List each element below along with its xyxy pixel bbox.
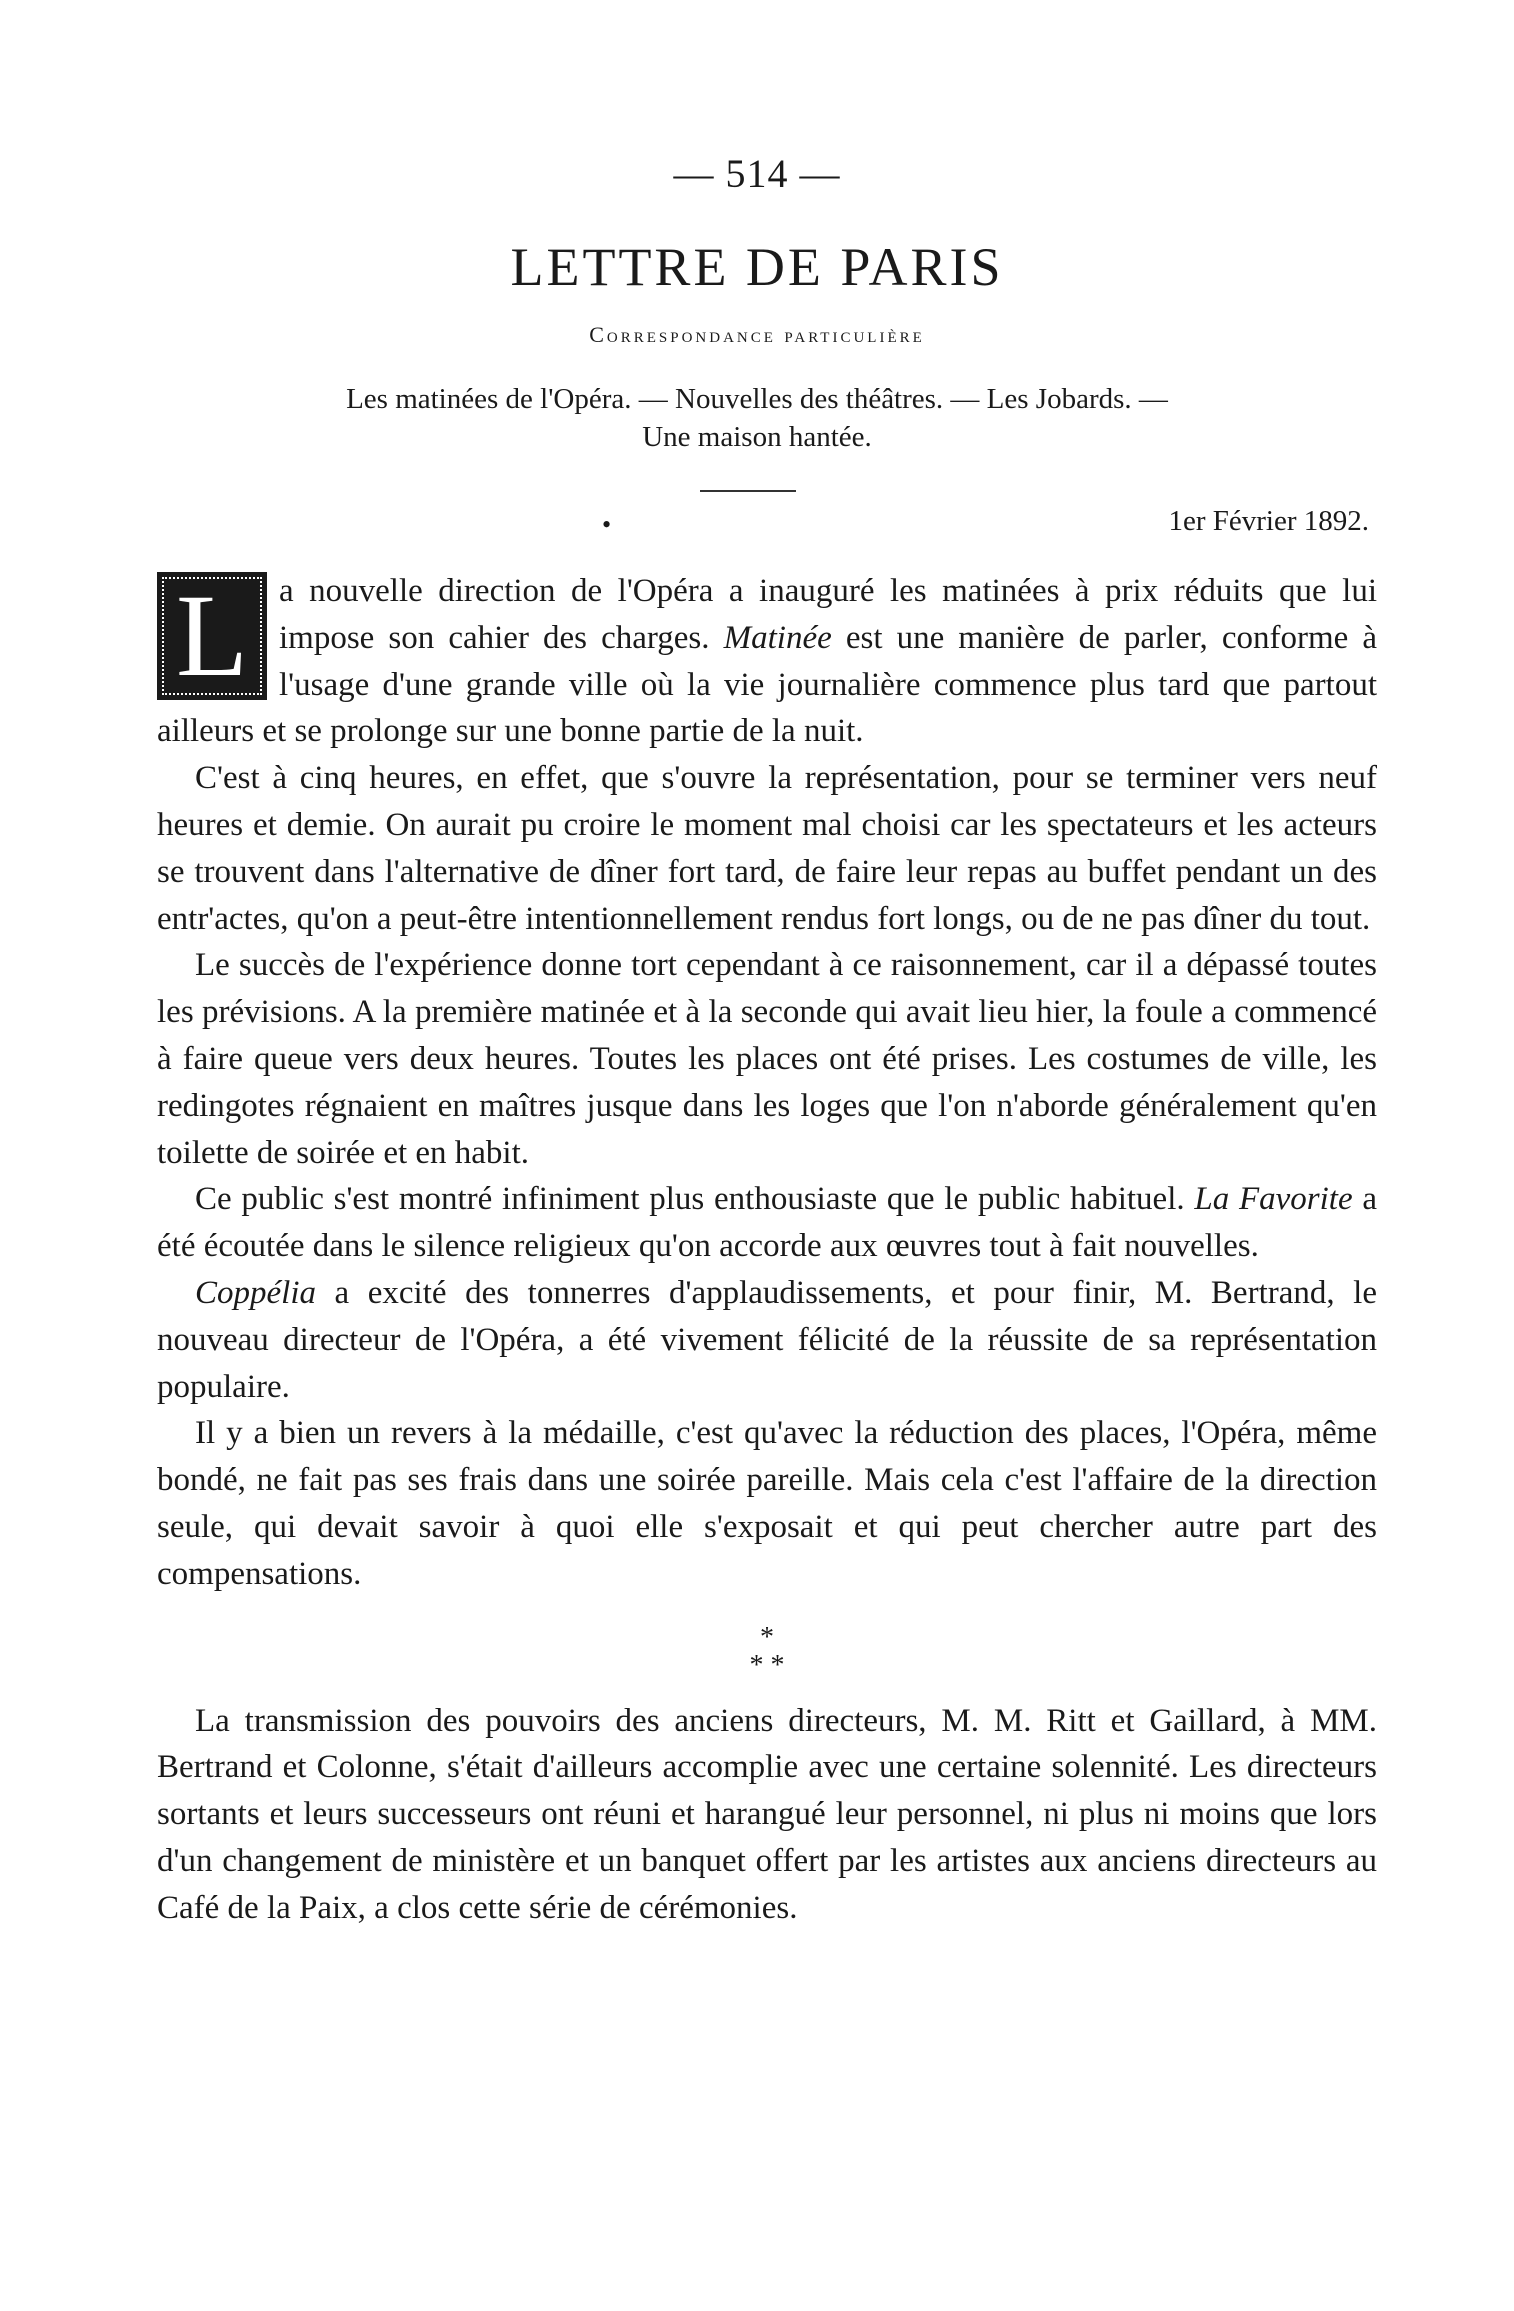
paragraph-6: Il y a bien un revers à la médaille, c'est qu'avec la réduction des places, l'Opéra, même bondé, ne fait pas ses frais dans une soirée pareille. Mais cela c'est l'affaire de la direction seule, qui devait savoir à quoi elle s'exposait et qui peut chercher autre part des compensations. bbox=[157, 1415, 1377, 1592]
article-summary bbox=[0, 380, 1514, 456]
page-number: — 514 — bbox=[673, 151, 841, 196]
emphasis-la-favorite: La Favorite bbox=[1194, 1181, 1353, 1218]
paragraph-2: C'est à cinq heures, en effet, que s'ouvre la représentation, pour se terminer vers neuf heures et demie. On aurait pu croire le moment mal choisi car les spectateurs et les acteurs se trouvent dans l'alternative de dîner fort tard, de faire leur repas au buffet pendant un des entr'actes, qu'on a peut-être intentionnellement rendus fort longs, ou de ne pas dîner du tout. bbox=[157, 760, 1377, 937]
paragraph-1 bbox=[157, 568, 1377, 755]
page-title: LETTRE DE PARIS bbox=[510, 237, 1004, 297]
paragraph-4 bbox=[157, 1176, 1377, 1270]
separator-top: * bbox=[760, 1621, 774, 1653]
emphasis-matinee: Matinée bbox=[723, 619, 832, 656]
page-subtitle: Correspondance particulière bbox=[589, 322, 925, 347]
letter-date: 1er Février 1892. bbox=[1168, 505, 1369, 537]
emphasis-coppelia: Coppélia bbox=[195, 1274, 316, 1311]
paragraph-5 bbox=[157, 1270, 1377, 1410]
summary-line-1: Les matinées de l'Opéra. — Nouvelles des théâtres. — Les Jobards. — bbox=[346, 383, 1168, 415]
title-divider bbox=[700, 490, 796, 492]
paragraph-1-lead: a nouvelle direction de l'Opéra a inauguré les matinées à prix réduits que lui impose son cahier des charges. bbox=[279, 573, 1377, 656]
paragraph-1-rest: est une manière de parler, conforme à l'usage d'une grande ville où la vie journalière commence plus tard que partout ailleurs et se prolonge sur une bonne partie de la nuit. bbox=[157, 619, 1378, 750]
paragraph-5-after: a excité des tonnerres d'applaudissements, et pour finir, M. Bertrand, le nouveau directeur de l'Opéra, a été vivement félicité de la réussite de sa représentation populaire. bbox=[157, 1274, 1377, 1405]
section-separator bbox=[157, 1621, 1377, 1681]
paragraph-3: Le succès de l'expérience donne tort cependant à ce raisonnement, car il a dépassé toutes les prévisions. A la première matinée et à la seconde qui avait lieu hier, la foule a commencé à faire queue vers deux heures. Toutes les places ont été prises. Les costumes de ville, les redingotes régnaient en maîtres jusque dans les loges que l'on n'aborde généralement qu'en toilette de soirée et en habit. bbox=[157, 947, 1377, 1171]
separator-bottom: * * bbox=[749, 1649, 785, 1681]
article-body bbox=[157, 568, 1377, 1932]
paragraph-4-after: a été écoutée dans le silence religieux qu'on accorde aux œuvres tout à fait nouvelles. bbox=[157, 1181, 1378, 1265]
date-mark: • bbox=[602, 510, 612, 539]
summary-line-2: Une maison hantée. bbox=[642, 421, 872, 453]
paragraph-7: La transmission des pouvoirs des anciens directeurs, M. M. Ritt et Gaillard, à MM. Bertrand et Colonne, s'était d'ailleurs accomplie avec une certaine solennité. Les directeurs sortants et leurs successeurs ont réuni et harangué leur personnel, ni plus ni moins que lors d'un changement de ministère et un banquet offert par les artistes aux anciens directeurs au Café de la Paix, a clos cette série de cérémonies. bbox=[157, 1702, 1377, 1926]
drop-cap: L bbox=[157, 572, 267, 700]
paragraph-4-before: Ce public s'est montré infiniment plus enthousiaste que le public habituel. bbox=[195, 1181, 1195, 1218]
